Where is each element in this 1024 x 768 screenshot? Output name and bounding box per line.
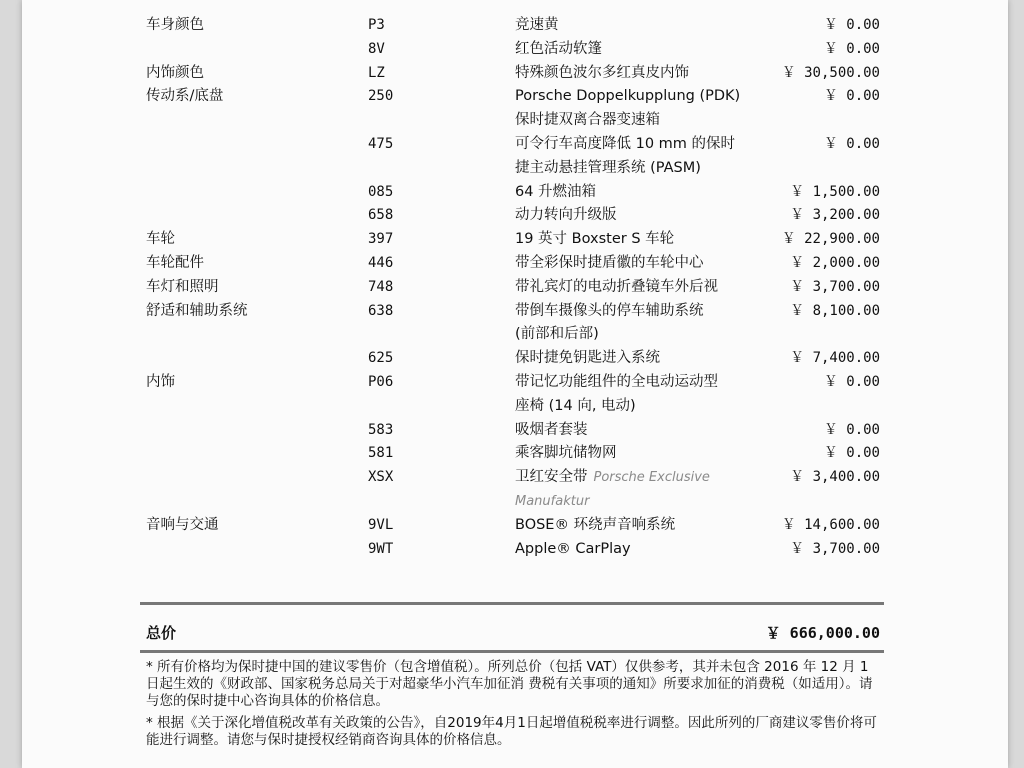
option-description: [515, 514, 775, 538]
option-row: [22, 276, 1008, 300]
total-label: 总价: [146, 624, 177, 642]
option-description-text: 带礼宾灯的电动折叠镜车外后视: [515, 278, 718, 295]
option-price: ￥ 0.00: [823, 17, 880, 33]
option-description: [515, 442, 775, 466]
option-list: [22, 14, 1008, 561]
option-description: [515, 228, 775, 252]
option-description-text: 保时捷免钥匙进入系统: [515, 350, 660, 367]
option-price: ￥ 2,000.00: [790, 254, 880, 271]
option-description-line: [515, 204, 775, 228]
option-description: [515, 538, 775, 562]
option-row: [22, 300, 1008, 348]
option-row: [22, 538, 1008, 562]
option-description-text: 动力转向升级版: [515, 207, 617, 224]
option-category: 内饰: [146, 373, 175, 390]
option-row: [22, 204, 1008, 228]
option-description-line: [515, 38, 775, 62]
option-price: ￥ 0.00: [823, 373, 880, 390]
option-code: 625: [368, 350, 394, 367]
option-code: P06: [368, 373, 394, 390]
option-description-line: [515, 62, 775, 86]
option-description-line: [515, 181, 775, 205]
option-row: [22, 85, 1008, 133]
option-price: ￥ 3,700.00: [790, 278, 880, 295]
option-price: ￥ 3,200.00: [790, 207, 880, 224]
option-category: 舒适和辅助系统: [146, 302, 248, 319]
option-description-text: 带记忆功能组件的全电动运动型: [515, 373, 718, 390]
option-description-text: 吸烟者套装: [515, 421, 588, 438]
option-description-text: (前部和后部): [515, 326, 599, 343]
option-code: 250: [368, 88, 394, 105]
option-category: 传动系/底盘: [146, 88, 224, 105]
option-description-text: 捷主动悬挂管理系统 (PASM): [515, 159, 701, 176]
option-description-text: 带倒车摄像头的停车辅助系统: [515, 302, 704, 319]
price-list-page: [22, 0, 1008, 768]
option-row: [22, 133, 1008, 181]
option-price: ￥ 1,500.00: [790, 183, 880, 200]
option-description-text: BOSE® 环绕声音响系统: [515, 516, 676, 533]
option-description: [515, 347, 775, 371]
option-description-text: 卫红安全带: [515, 469, 588, 486]
option-description-line: [515, 109, 775, 133]
option-price: ￥ 8,100.00: [790, 302, 880, 319]
option-description-line: [515, 228, 775, 252]
option-row: [22, 347, 1008, 371]
option-description: [515, 62, 775, 86]
option-description-line: [515, 276, 775, 300]
footnote-vat: * 所有价格均为保时捷中国的建议零售价（包含增值税）。所列总价（包括 VAT）仅供参考，其并未包含 2016 年 12 月 1 日起生效的《财政部、国家税务总局关于对超豪华小汽车加征消 费税有关事项的通知》所要求加征的消费税（如适用）。请与您的保时捷中心咨询具体的价格信息。: [146, 659, 873, 710]
option-category: 内饰颜色: [146, 64, 204, 81]
option-code: P3: [368, 17, 385, 33]
option-description-line: [515, 514, 775, 538]
footnote-tax-adjustment: * 根据《关于深化增值税改革有关政策的公告》，自2019年4月1日起增值税税率进行调整。因此所列的厂商建议零售价将可能进行调整。请您与保时捷授权经销商咨询具体的价格信息。: [146, 714, 877, 748]
option-code: 9VL: [368, 516, 394, 533]
option-row: [22, 181, 1008, 205]
footnotes: [146, 659, 886, 753]
option-row: [22, 442, 1008, 466]
option-code: LZ: [368, 64, 385, 81]
option-description: [515, 276, 775, 300]
option-description: [515, 371, 775, 419]
option-description-text: Porsche Doppelkupplung (PDK): [515, 88, 741, 105]
option-description-line: [515, 538, 775, 562]
option-row: [22, 466, 1008, 514]
option-description-line: [515, 133, 775, 157]
option-row: [22, 14, 1008, 38]
option-description-line: [515, 371, 775, 395]
option-category: 车灯和照明: [146, 278, 219, 295]
option-price: ￥ 0.00: [823, 88, 880, 105]
exclusive-brand-label-continued: Manufaktur: [515, 493, 590, 509]
exclusive-brand-label: Porsche Exclusive: [593, 470, 710, 486]
option-description: [515, 466, 775, 514]
option-price: ￥ 7,400.00: [790, 350, 880, 367]
option-description-text: 带全彩保时捷盾徽的车轮中心: [515, 254, 704, 271]
option-price: ￥ 3,700.00: [790, 540, 880, 557]
option-code: 638: [368, 302, 394, 319]
option-row: [22, 62, 1008, 86]
divider-top: [140, 602, 884, 605]
option-description-line: [515, 14, 775, 38]
option-price: ￥ 30,500.00: [781, 64, 880, 81]
option-category: 车身颜色: [146, 17, 204, 33]
option-price: ￥ 22,900.00: [781, 231, 880, 248]
option-code: 475: [368, 135, 394, 152]
option-description: [515, 181, 775, 205]
option-description-line: [515, 323, 775, 347]
option-description-line: [515, 347, 775, 371]
option-description-line: [515, 85, 775, 109]
option-price: ￥ 14,600.00: [781, 516, 880, 533]
option-description-text: 特殊颜色波尔多红真皮内饰: [515, 64, 689, 81]
option-code: 583: [368, 421, 394, 438]
option-code: XSX: [368, 469, 394, 486]
option-description-text: 保时捷双离合器变速箱: [515, 112, 660, 129]
option-description-text: 乘客脚坑储物网: [515, 445, 617, 462]
option-description: [515, 419, 775, 443]
option-description: [515, 252, 775, 276]
option-code: 9WT: [368, 540, 394, 557]
option-price: ￥ 0.00: [823, 445, 880, 462]
option-price: ￥ 0.00: [823, 421, 880, 438]
option-description-text: 19 英寸 Boxster S 车轮: [515, 231, 675, 248]
option-description-line: [515, 442, 775, 466]
option-description-text: 座椅 (14 向, 电动): [515, 397, 636, 414]
option-price: ￥ 0.00: [823, 40, 880, 57]
option-description-text: 64 升燃油箱: [515, 183, 597, 200]
option-description-line: [515, 157, 775, 181]
option-category: 车轮: [146, 231, 175, 248]
option-row: [22, 228, 1008, 252]
option-code: 581: [368, 445, 394, 462]
option-code: 8V: [368, 40, 385, 57]
option-description-line: [515, 395, 775, 419]
option-description-line: [515, 419, 775, 443]
option-description: [515, 85, 775, 133]
option-description-text: 竞速黄: [515, 17, 559, 33]
option-row: [22, 252, 1008, 276]
option-description: [515, 14, 775, 38]
option-row: [22, 371, 1008, 419]
option-code: 085: [368, 183, 394, 200]
option-price: ￥ 3,400.00: [790, 469, 880, 486]
divider-bottom: [140, 650, 884, 653]
option-description-text: 红色活动软篷: [515, 40, 602, 57]
option-code: 748: [368, 278, 394, 295]
option-description-line: [515, 300, 775, 324]
option-code: 446: [368, 254, 394, 271]
option-description-line: [515, 466, 775, 490]
option-row: [22, 38, 1008, 62]
option-description: [515, 204, 775, 228]
option-row: [22, 419, 1008, 443]
option-category: 音响与交通: [146, 516, 219, 533]
option-description-text: 可令行车高度降低 10 mm 的保时: [515, 135, 736, 152]
option-description-line: [515, 252, 775, 276]
total-value: ￥ 666,000.00: [765, 624, 880, 642]
option-description: [515, 300, 775, 348]
option-code: 397: [368, 231, 394, 248]
option-code: 658: [368, 207, 394, 224]
option-description-text: Apple® CarPlay: [515, 540, 631, 557]
option-category: 车轮配件: [146, 254, 204, 271]
option-description: [515, 38, 775, 62]
option-price: ￥ 0.00: [823, 135, 880, 152]
option-description: [515, 133, 775, 181]
option-row: [22, 514, 1008, 538]
